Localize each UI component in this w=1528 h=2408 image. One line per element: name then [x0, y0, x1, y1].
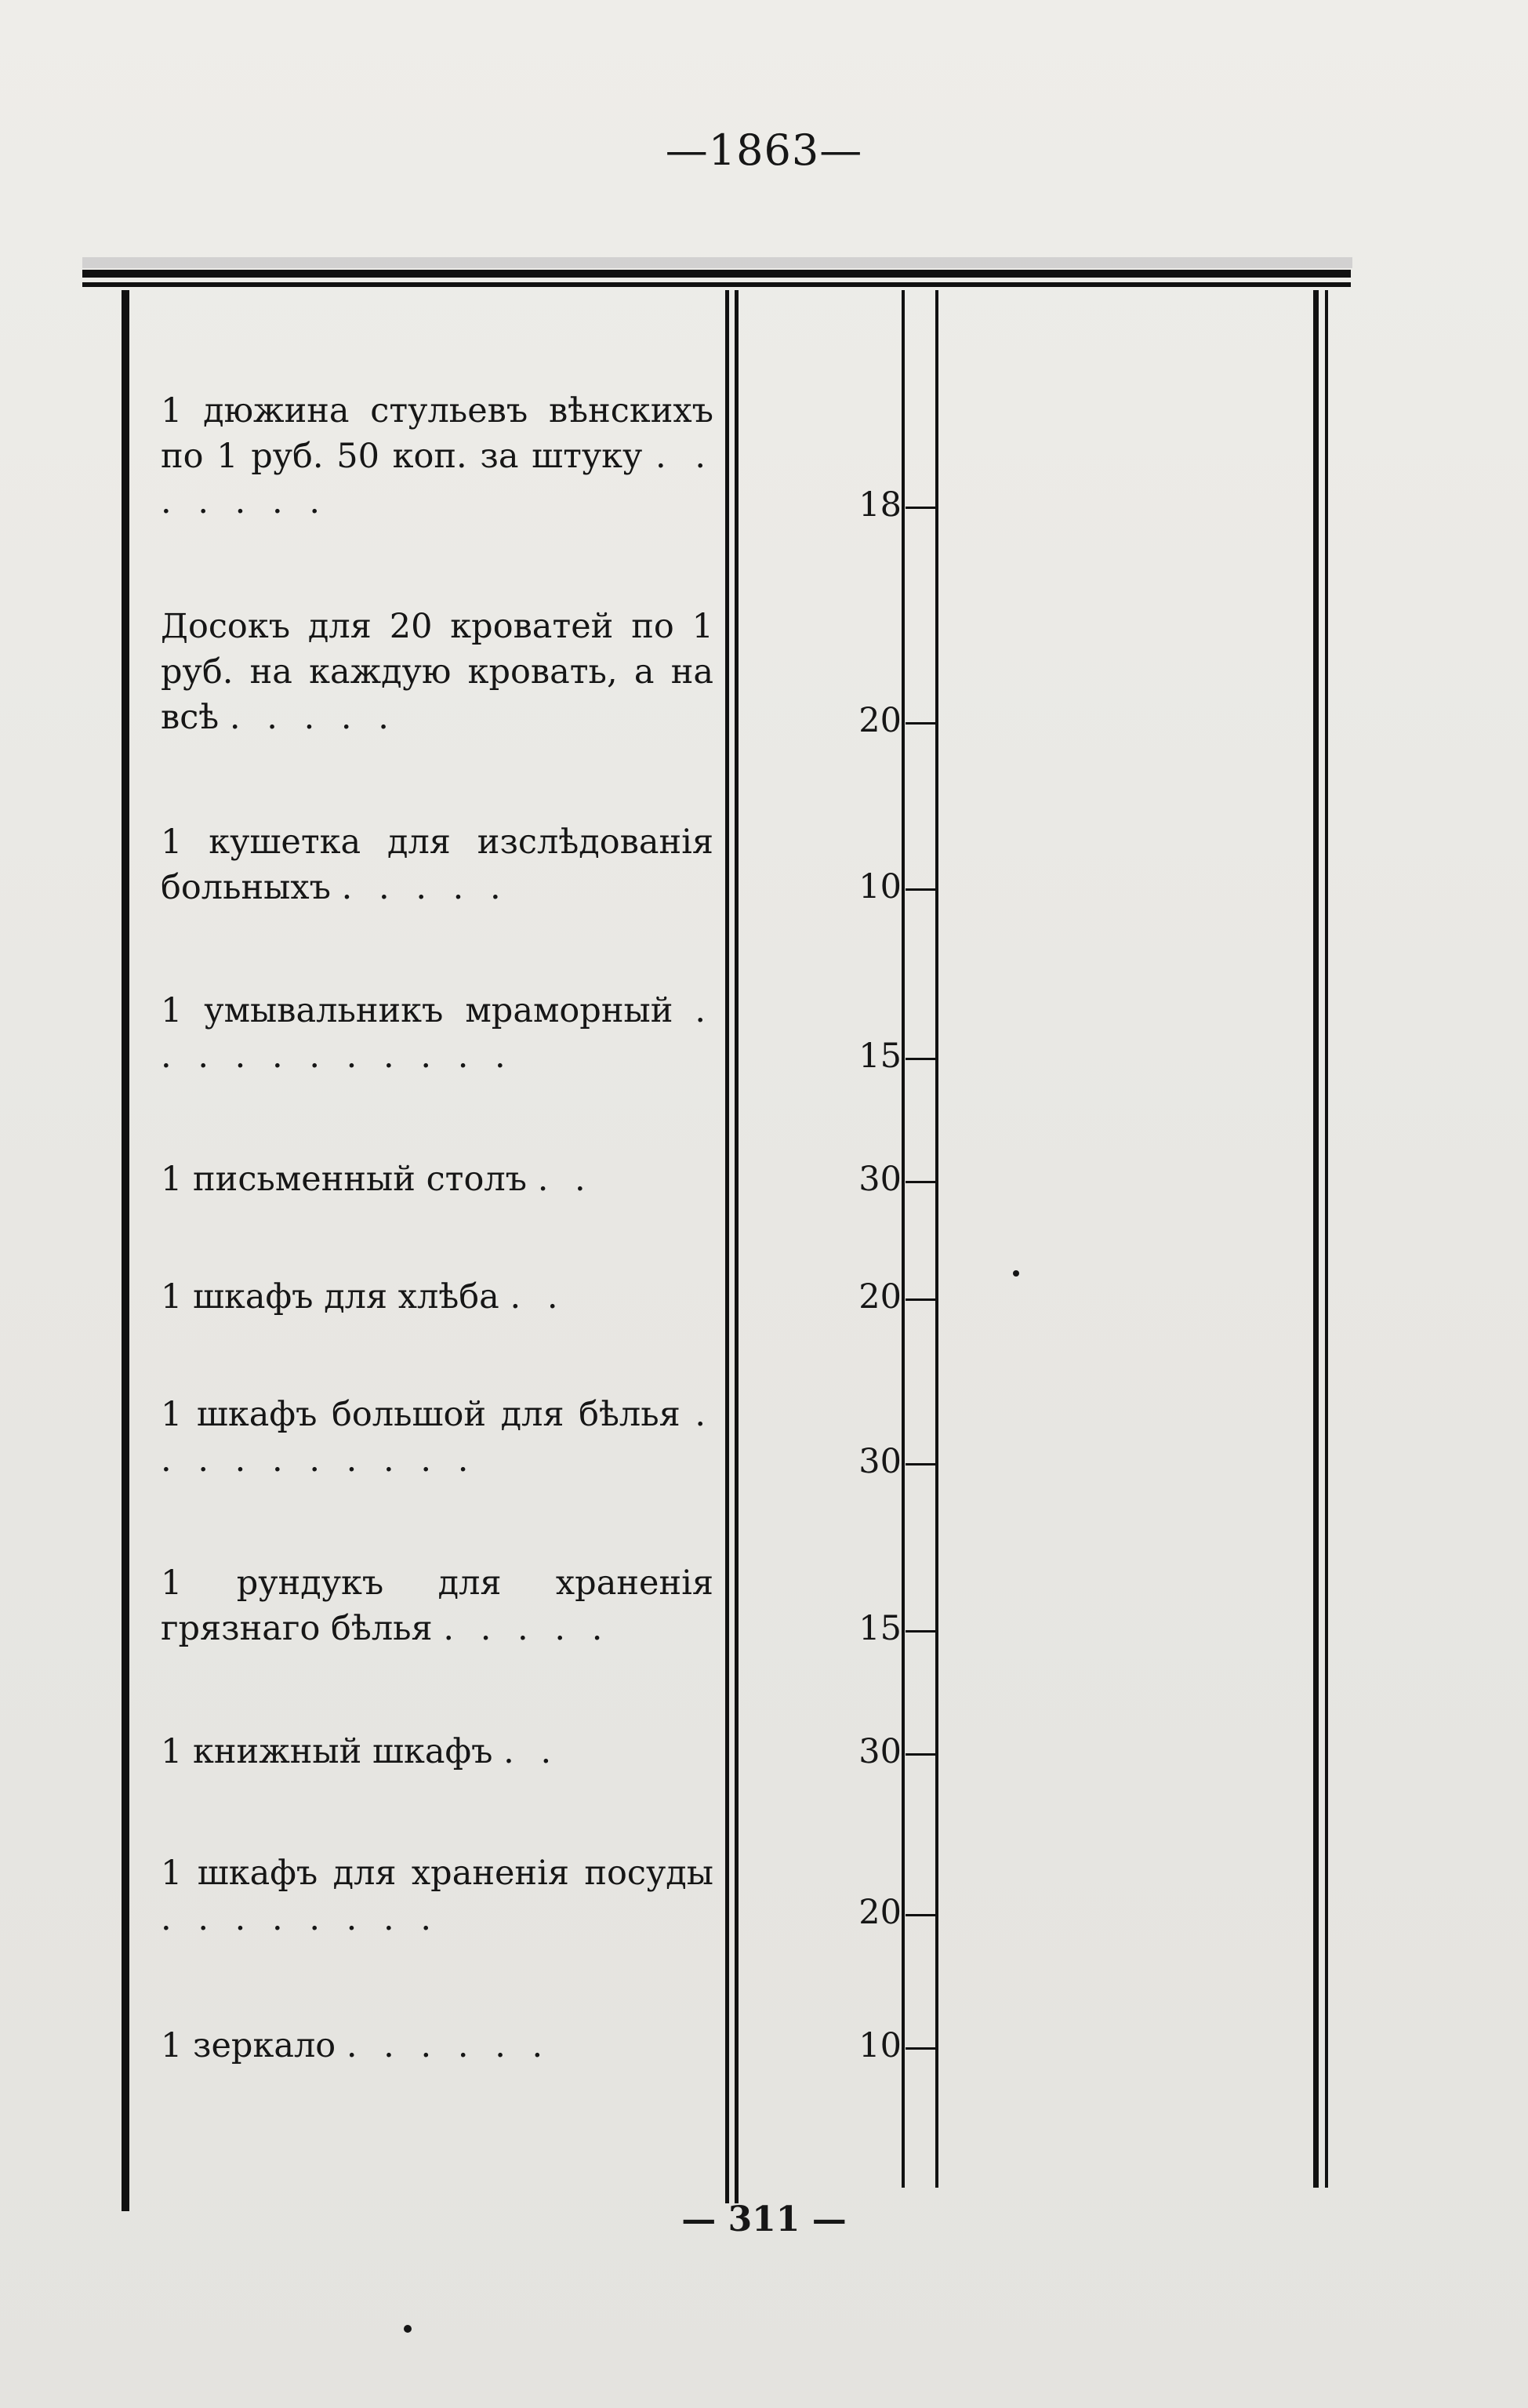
- item-amount-kopeks: [906, 2047, 935, 2050]
- item-amount-rubles: 30: [858, 1732, 902, 1771]
- item-description: 1 шкафъ для храненія посуды . . . . . . . .: [161, 1854, 713, 1938]
- item-description: Досокъ для 20 кроватей по 1 руб. на каждую кровать, а на всѣ . . . . .: [161, 607, 713, 737]
- table-right-border: [1313, 290, 1319, 2188]
- item-amount-kopeks: [906, 507, 935, 509]
- column-divider-kopeks: [935, 290, 938, 2188]
- page-header-number: —1863—: [665, 125, 863, 175]
- table-row: [161, 604, 713, 740]
- item-amount-kopeks: [906, 722, 935, 725]
- item-description: 1 дюжина стульевъ вѣнскихъ по 1 руб. 50 коп. за штуку . . . . . . .: [161, 391, 713, 521]
- top-rule-secondary: [82, 282, 1351, 287]
- table-row: [161, 819, 713, 910]
- item-amount-rubles: 20: [858, 1893, 902, 1932]
- item-amount-kopeks: [906, 1630, 935, 1633]
- table-left-border: [122, 290, 129, 2211]
- item-description: 1 шкафъ для хлѣба . .: [161, 1277, 566, 1317]
- table-right-border-double: [1325, 290, 1328, 2188]
- item-amount-rubles: 15: [858, 1037, 902, 1076]
- item-amount-rubles: 20: [858, 701, 902, 740]
- ink-speck: [1013, 1270, 1019, 1277]
- column-divider-description-double: [735, 290, 739, 2203]
- item-amount-rubles: 18: [858, 485, 902, 525]
- item-amount-kopeks: [906, 1753, 935, 1756]
- item-description: 1 шкафъ большой для бѣлья . . . . . . . . . .: [161, 1395, 714, 1480]
- item-description: 1 рундукъ для храненія грязнаго бѣлья . . . . .: [161, 1564, 713, 1648]
- table-row: [161, 1560, 713, 1651]
- item-amount-rubles: 15: [858, 1609, 902, 1648]
- item-amount-kopeks: [906, 1181, 935, 1183]
- item-amount-rubles: 30: [858, 1442, 902, 1481]
- item-description: 1 письменный столъ . .: [161, 1160, 593, 1199]
- top-rule: [82, 270, 1351, 278]
- item-amount-kopeks: [906, 1463, 935, 1466]
- table-row: [161, 1157, 713, 1202]
- item-amount-rubles: 10: [858, 2026, 902, 2065]
- table-row: [161, 388, 713, 525]
- table-row: [161, 1392, 713, 1483]
- item-amount-kopeks: [906, 888, 935, 891]
- table-row: [161, 988, 713, 1079]
- table-row: [161, 2023, 713, 2068]
- item-description: 1 книжный шкафъ . .: [161, 1732, 560, 1771]
- item-description: 1 умывальникъ мраморный . . . . . . . . . . .: [161, 991, 713, 1076]
- top-rule-shadow: [82, 257, 1352, 268]
- item-description: 1 зеркало . . . . . .: [161, 2026, 551, 2065]
- item-amount-rubles: 20: [858, 1277, 902, 1317]
- item-amount-kopeks: [906, 1058, 935, 1060]
- table-row: [161, 1850, 713, 1941]
- item-amount-kopeks: [906, 1298, 935, 1301]
- item-description: 1 кушетка для изслѣдованія больныхъ . . . . .: [161, 823, 713, 907]
- item-amount-kopeks: [906, 1914, 935, 1916]
- item-amount-rubles: 10: [858, 867, 902, 906]
- page-footer-number: — 311 —: [681, 2199, 847, 2239]
- column-divider-description: [725, 290, 729, 2203]
- table-row: [161, 1729, 713, 1774]
- ink-speck: [404, 2325, 412, 2333]
- table-row: [161, 1274, 713, 1320]
- column-divider-rubles: [902, 290, 905, 2188]
- item-amount-rubles: 30: [858, 1160, 902, 1199]
